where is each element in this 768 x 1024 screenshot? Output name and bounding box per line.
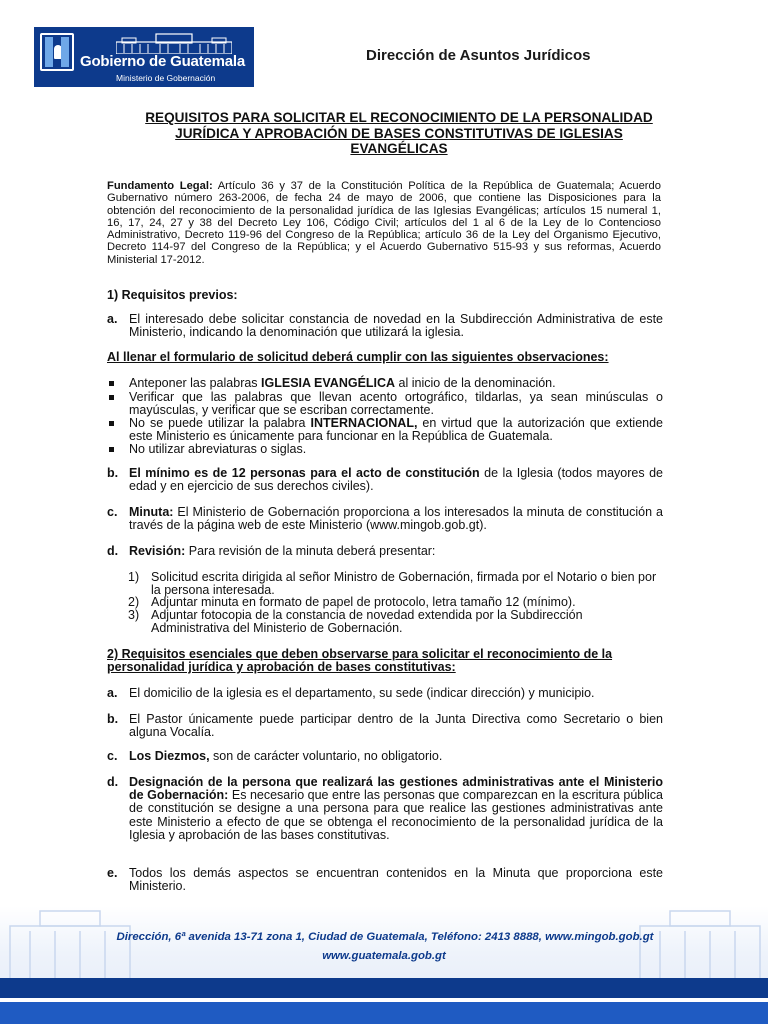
document-title: REQUISITOS PARA SOLICITAR EL RECONOCIMIENTO DE LA PERSONALIDAD JURÍDICA Y APROBACIÓN DE BASES CONSTITUTIVAS DE IGLESIAS EVANGÉLICAS [145, 110, 653, 156]
legal-basis-label: Fundamento Legal: [107, 180, 213, 192]
section-1-heading: 1) Requisitos previos: [107, 288, 238, 302]
item-marker: c. [107, 505, 118, 519]
footer-website-link[interactable]: www.guatemala.gob.gt [322, 950, 446, 962]
item-text: Designación de la persona que realizará las gestiones administrativas ante el Ministerio de Gobernación: Es necesario que entre las personas que comparezcan en la escritura pública de constitución se designe a una persona para que realice las gestiones administrativas ante este Ministerio a efecto de que se obtenga el reconocimiento de la personalidad jurídica de la Iglesia y aprobación de las bases constitutivas. [129, 775, 663, 842]
legal-basis-paragraph [107, 180, 661, 266]
footer-watermark-building [0, 906, 768, 986]
bullet-icon [109, 447, 114, 452]
item-text: El domicilio de la iglesia es el departamento, su sede (indicar dirección) y municipio. [129, 686, 595, 700]
observations-heading: Al llenar el formulario de solicitud deberá cumplir con las siguientes observaciones: [107, 350, 609, 364]
footer-bar [0, 1002, 768, 1024]
bullet-text: Anteponer las palabras IGLESIA EVANGÉLICA al inicio de la denominación. [129, 376, 556, 390]
logo-title: Gobierno de Guatemala [80, 53, 246, 70]
coat-of-arms-icon [40, 33, 74, 71]
bullet-icon [109, 421, 114, 426]
item-marker: c. [107, 749, 118, 763]
item-marker: b. [107, 712, 119, 726]
footer-address: Dirección, 6ª avenida 13-71 zona 1, Ciudad de Guatemala, Teléfono: 2413 8888, www.mingob.gob.gt [116, 931, 654, 943]
item-marker: d. [107, 775, 119, 789]
department-title: Dirección de Asuntos Jurídicos [366, 47, 591, 64]
item-text: El mínimo es de 12 personas para el acto de constitución de la Iglesia (todos mayores de edad y en ejercicio de sus derechos civiles). [129, 466, 663, 494]
step-marker: 1) [128, 570, 140, 584]
item-marker: a. [107, 686, 118, 700]
item-text: El Pastor únicamente puede participar dentro de la Junta Directiva como Secretario o bien alguna Vocalía. [129, 712, 663, 740]
step-text: Adjuntar fotocopia de la constancia de novedad extendida por la Subdirección Administrativa del Ministerio de Gobernación. [151, 608, 583, 635]
bullet-text: No se puede utilizar la palabra INTERNACIONAL, en virtud que la autorización que extiende este Ministerio es únicamente para funcionar en la República de Guatemala. [129, 416, 663, 443]
step-marker: 2) [128, 595, 140, 609]
section-2-heading: 2) Requisitos esenciales que deben observarse para solicitar el reconocimiento de la personalidad jurídica y aprobación de bases constitutivas: [107, 647, 613, 675]
government-logo [34, 27, 254, 87]
step-text: Adjuntar minuta en formato de papel de protocolo, letra tamaño 12 (mínimo). [151, 595, 576, 609]
item-text: El interesado debe solicitar constancia de novedad en la Subdirección Administrativa de este Ministerio, indicando la denominación que utilizará la iglesia. [129, 312, 663, 340]
step-text: Solicitud escrita dirigida al señor Ministro de Gobernación, firmada por el Notario o bien por la persona interesada. [151, 570, 657, 597]
bullet-text: Verificar que las palabras que llevan acento ortográfico, tildarlas, ya sean minúsculas o mayúsculas, y verificar que se escriban correctamente. [129, 390, 663, 417]
bullet-text: No utilizar abreviaturas o siglas. [129, 442, 307, 456]
legal-basis-text: Artículo 36 y 37 de la Constitución Política de la República de Guatemala; Acuerdo Gubernativo número 263-2006, de fecha 24 de mayo de 2006, que contiene las Disposiciones para la obtención del reconocimiento de la personalidad jurídica de las Iglesias Evangélicas; artículos 15 numeral 1, 16, 17, 24, 27 y 38 del Decreto Ley 106, Código Civil; artículos del 1 al 6 de la Ley de lo Contencioso Administrativo, Decreto 119-96 del Congreso de la República; artículo 36 de la Ley del Organismo Ejecutivo, Decreto 114-97 del Congreso de la República; y el Acuerdo Gubernativo 515-93 y sus reformas, Acuerdo Ministerial 17-2012. [107, 180, 661, 266]
bullet-icon [109, 395, 114, 400]
palace-building-icon [116, 32, 232, 54]
bullet-icon [109, 381, 114, 386]
item-text: Los Diezmos, son de carácter voluntario, no obligatorio. [129, 749, 443, 763]
item-text: Minuta: El Ministerio de Gobernación proporciona a los interesados la minuta de constitución a través de la página web de este Ministerio (www.mingob.gob.gt). [129, 505, 663, 533]
item-text: Revisión: Para revisión de la minuta deberá presentar: [129, 544, 436, 558]
item-marker: e. [107, 866, 118, 880]
item-marker: b. [107, 466, 119, 480]
item-marker: d. [107, 544, 119, 558]
item-text: Todos los demás aspectos se encuentran contenidos en la Minuta que proporciona este Ministerio. [129, 866, 663, 894]
step-marker: 3) [128, 608, 140, 622]
item-marker: a. [107, 312, 118, 326]
footer-bar [0, 978, 768, 998]
logo-subtitle: Ministerio de Gobernación [116, 73, 216, 83]
